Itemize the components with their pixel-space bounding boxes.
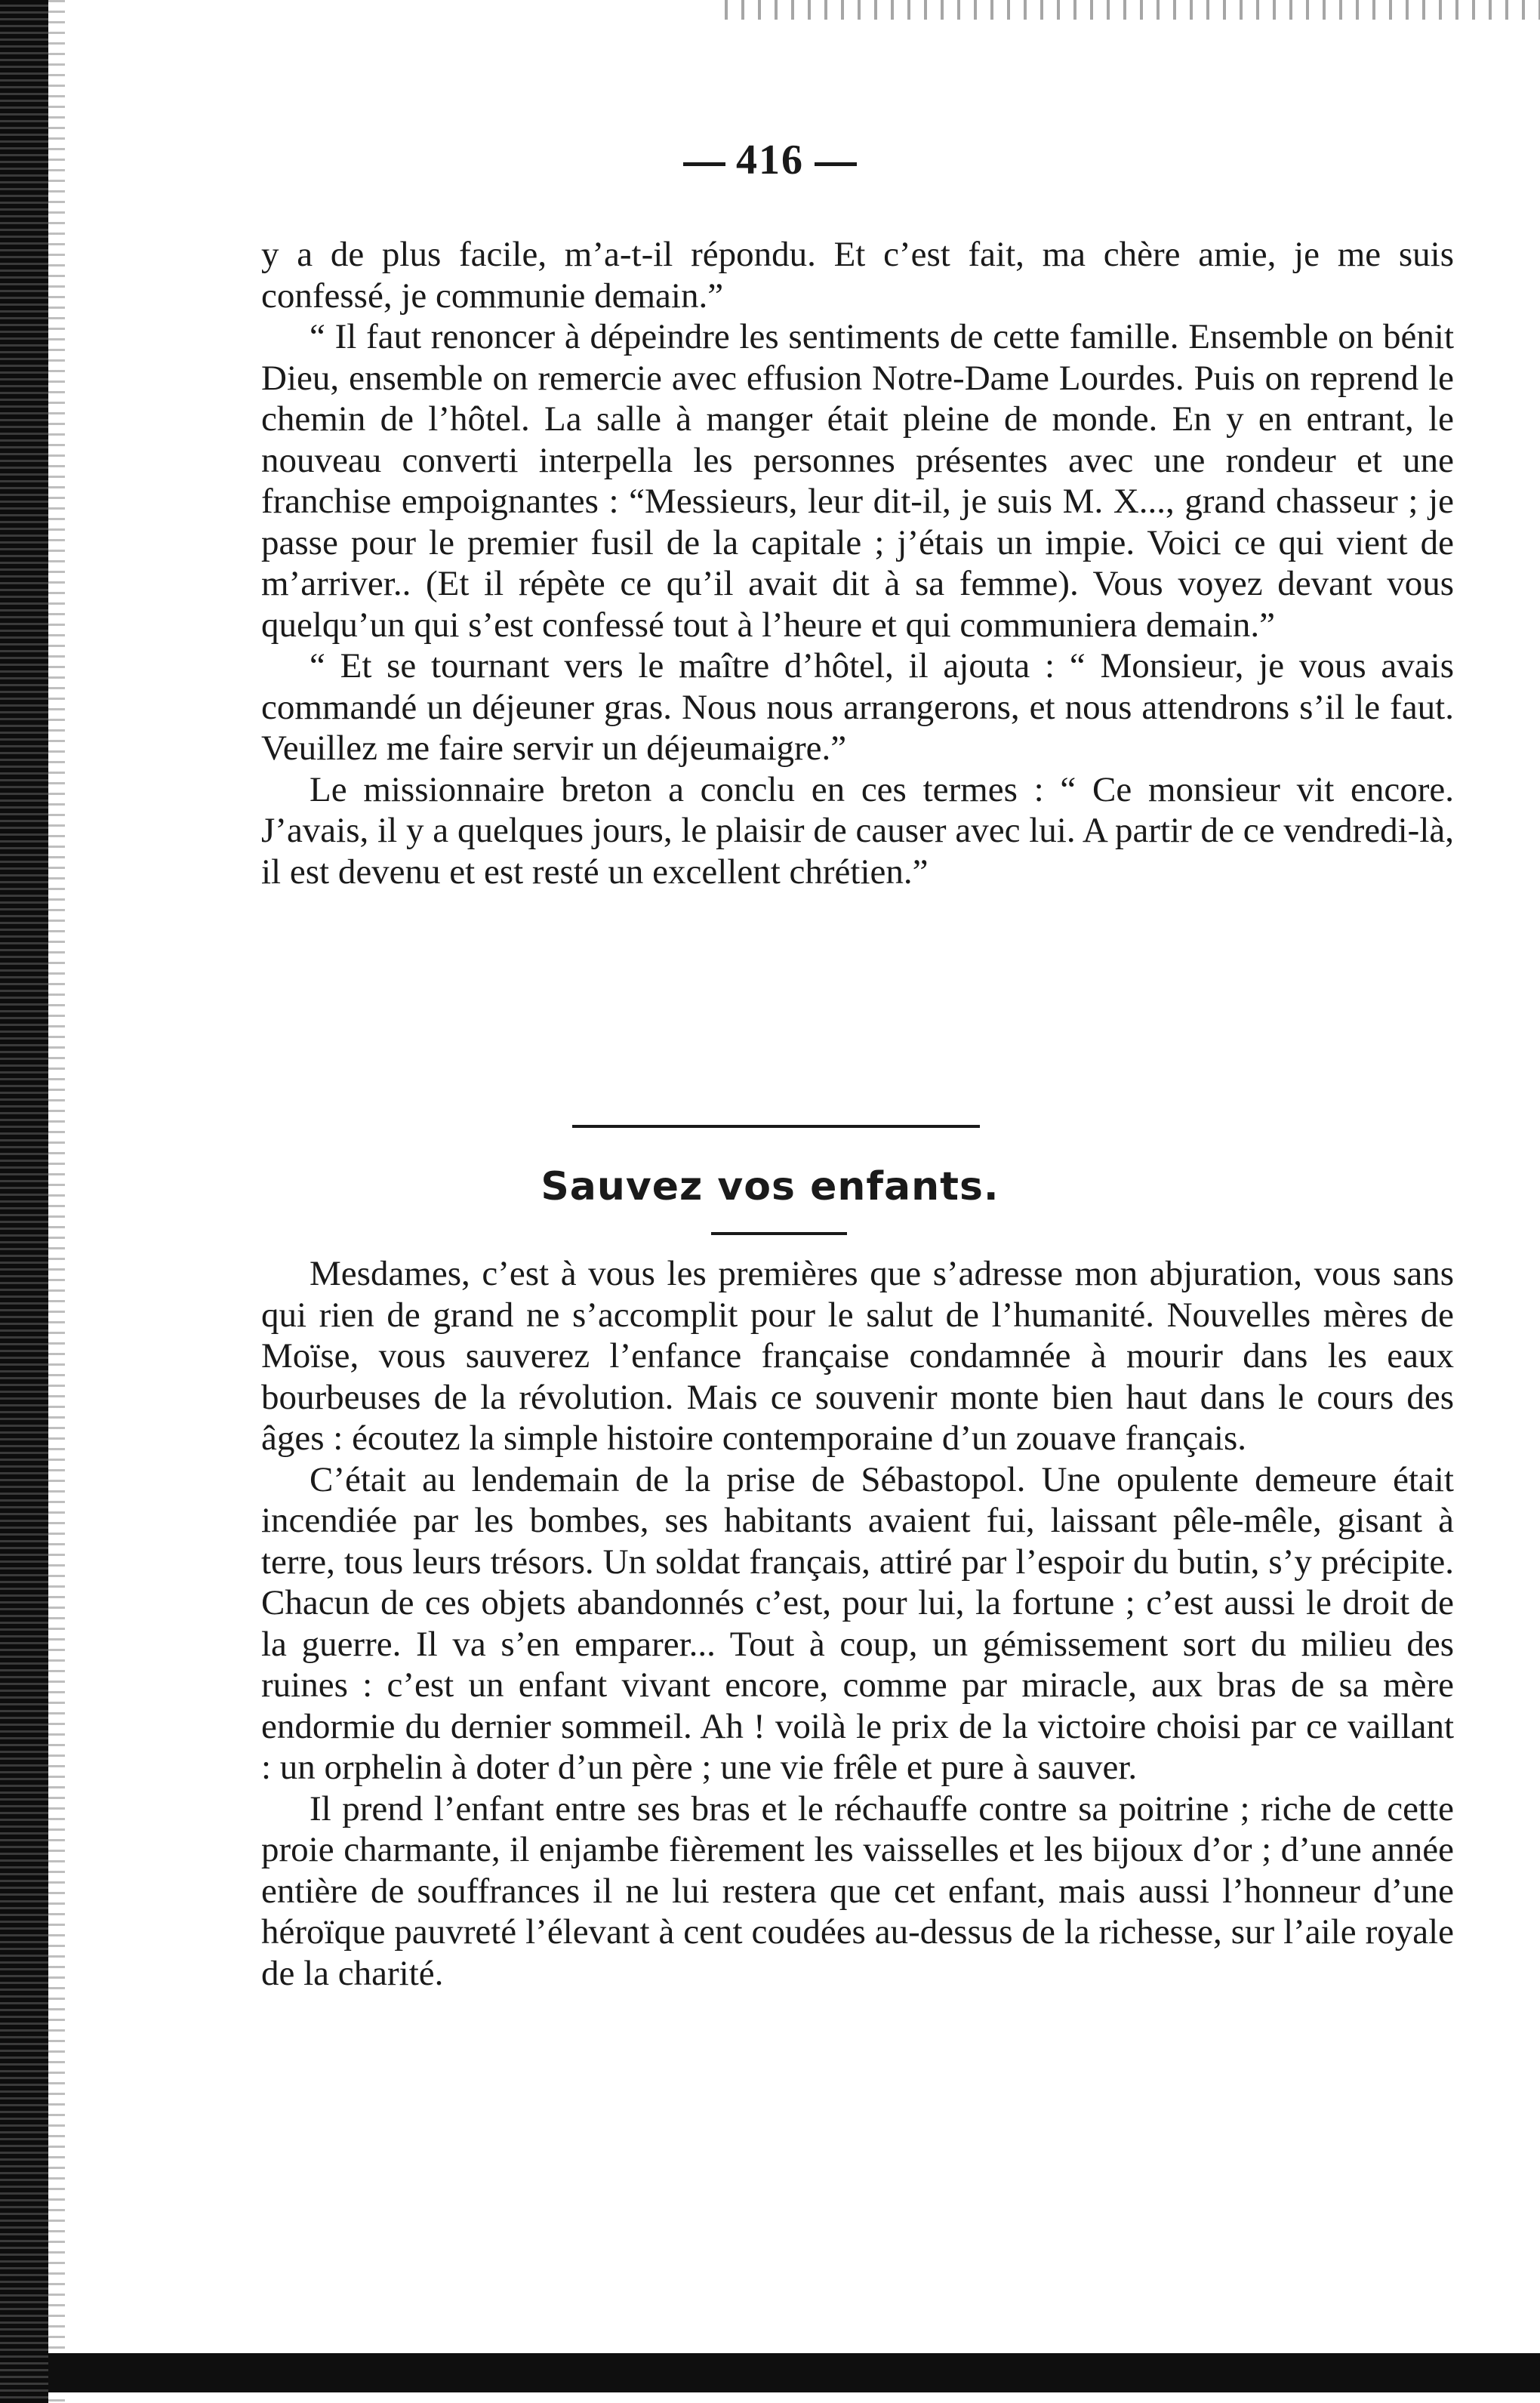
page-number — [0, 136, 1540, 184]
title-underline — [711, 1232, 847, 1235]
page-number-dash-right — [815, 162, 857, 166]
paragraph: Il prend l’enfant entre ses bras et le réchauffe contre sa poitrine ; riche de cette proie charmante, il enjambe fièrement les vaisselles et les bijoux d’or ; d’une année entière de souffrances il ne lui restera que cet enfant, mais aussi l’honneur d’une héroïque pauvreté l’élevant à cent coudées au-dessus de la richesse, sur l’aile royale de la charité. — [261, 1788, 1454, 1993]
page-number-dash-left — [683, 162, 725, 166]
paragraph: Le missionnaire breton a conclu en ces termes : “ Ce monsieur vit encore. J’avais, il y a quelques jours, le plaisir de causer avec lui. A partir de ce vendredi-là, il est devenu et est resté un excellent chrétien.” — [261, 769, 1454, 892]
text-block-bottom — [261, 1253, 1454, 1994]
paragraph: Mesdames, c’est à vous les premières que s’adresse mon abjuration, vous sans qui rien de grand ne s’accomplit pour le salut de l’humanité. Nouvelles mères de Moïse, vous sauverez l’enfance française condamnée à mourir dans les eaux bourbeuses de la révolution. Mais ce souvenir monte bien haut dans le cours des âges : écoutez la simple histoire contemporaine d’un zouave français. — [261, 1254, 1454, 1458]
text-block-top — [261, 234, 1454, 892]
scan-border-bottom — [48, 2353, 1540, 2392]
section-title: Sauvez vos enfants. — [541, 1164, 999, 1209]
paragraph: C’était au lendemain de la prise de Sébastopol. Une opulente demeure était incendiée par les bombes, ses habitants avaient fui, laissant pêle-mêle, gisant à terre, tous leurs trésors. Un soldat français, attiré par l’espoir du butin, s’y précipite. Chacun de ces objets abandonnés c’est, pour lui, la fortune ; c’est aussi le droit de la guerre. Il va s’en emparer... Tout à coup, un gémissement sort du milieu des ruines : c’est un enfant vivant encore, comme par miracle, aux bras de sa mère endormie du dernier sommeil. Ah ! voilà le prix de la victoire choisi par ce vaillant : un orphelin à doter d’un père ; une vie frêle et pure à sauver. — [261, 1459, 1454, 1787]
scan-border-top — [725, 0, 1540, 20]
paragraph: y a de plus facile, m’a-t-il répondu. Et c’est fait, ma chère amie, je me suis confessé, je communie demain.” — [261, 235, 1454, 316]
section-divider — [572, 1125, 980, 1128]
paragraph: “ Il faut renoncer à dépeindre les sentiments de cette famille. Ensemble on bénit Dieu, ensemble on remercie avec effusion Notre-Dame Lourdes. Puis on reprend le chemin de l’hôtel. La salle à manger était pleine de monde. En y en entrant, le nouveau converti interpella les personnes présentes avec une rondeur et une franchise empoignantes : “Messieurs, leur dit-il, je suis M. X..., grand chasseur ; je passe pour le premier fusil de la capitale ; j’étais un impie. Voici ce qui vient de m’arriver.. (Et il répète ce qu’il avait dit à sa femme). Vous voyez devant vous quelqu’un qui s’est confessé tout à l’heure et qui communiera demain.” — [261, 317, 1454, 645]
page-number-value: 416 — [736, 137, 804, 183]
paragraph: “ Et se tournant vers le maître d’hôtel, il ajouta : “ Monsieur, je vous avais commandé un déjeuner gras. Nous nous arrangerons, et nous attendrons s’il le faut. Veuillez me faire servir un déjeumaigre.” — [261, 646, 1454, 768]
